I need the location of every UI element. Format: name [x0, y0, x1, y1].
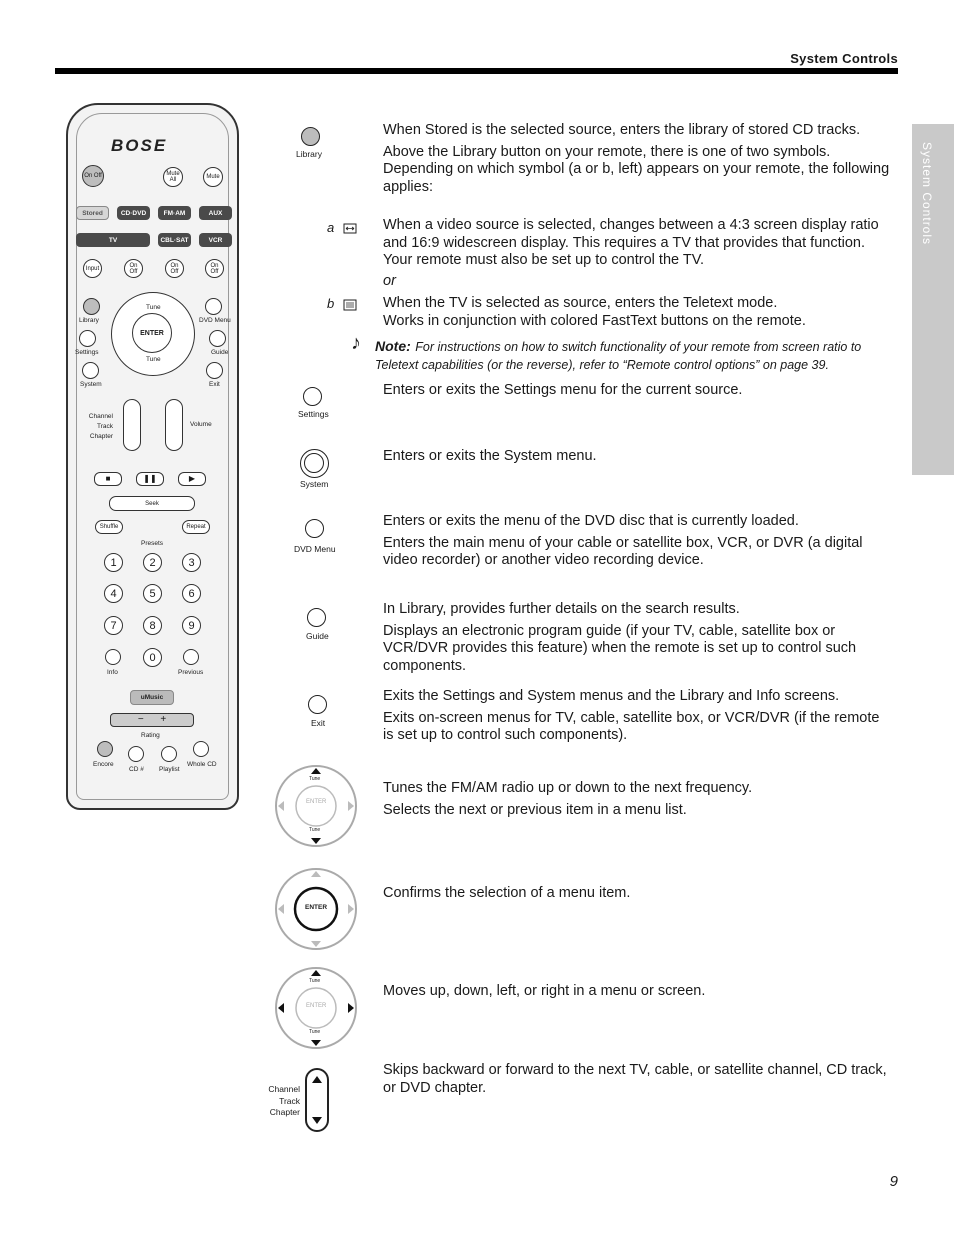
teletext-icon: [343, 299, 357, 311]
channel-icon-label: Channel Track Chapter: [268, 1084, 300, 1117]
encore-label: Encore: [93, 761, 114, 768]
digit-4-button[interactable]: 4: [104, 584, 123, 603]
presets-label: Presets: [141, 540, 164, 547]
side-tab: [912, 124, 954, 475]
mute-button[interactable]: Mute: [203, 167, 223, 187]
tune-pad-tune-down-label: Tune: [309, 827, 321, 833]
vcr-button[interactable]: VCR: [199, 233, 232, 247]
aspect-ratio-icon: [343, 223, 357, 234]
guide-text-2: Displays an electronic program guide (if your TV, cable, satellite box or VCR/DVR provides this feature) when the remote is set up to control such components.: [383, 622, 857, 674]
symbol-b-text-1: When the TV is selected as source, enters the Teletext mode.: [383, 295, 778, 311]
cd-number-button[interactable]: [128, 746, 144, 762]
tune-up-label: Tune: [146, 304, 161, 311]
tune-text-2: Selects the next or previous item in a menu list.: [383, 801, 687, 818]
page-number: 9: [889, 1173, 898, 1190]
navigate-pad-tune-up-label: Tune: [309, 978, 321, 984]
dvd-menu-text-1: Enters or exits the menu of the DVD disc that is currently loaded.: [383, 513, 799, 529]
seek-rocker[interactable]: [109, 496, 195, 511]
symbol-b-text-2: Works in conjunction with colored FastText buttons on the remote.: [383, 312, 806, 329]
dvd-menu-description: [383, 513, 893, 574]
previous-button[interactable]: [183, 649, 199, 665]
mute-all-button[interactable]: Mute All: [163, 167, 183, 187]
exit-text-1: Exits the Settings and System menus and the Library and Info screens.: [383, 688, 840, 704]
tune-pad-enter-label: ENTER: [306, 799, 327, 805]
cd-number-label: CD #: [129, 766, 144, 773]
on-off-cblsat-button[interactable]: On Off: [165, 259, 184, 278]
channel-label: Channel Track Chapter: [88, 413, 113, 440]
dvd-menu-label: DVD Menu: [199, 317, 231, 324]
digit-8-button[interactable]: 8: [143, 616, 162, 635]
settings-icon: [303, 387, 322, 406]
exit-icon-label: Exit: [311, 718, 326, 728]
fm-am-button[interactable]: FM·AM: [158, 206, 191, 220]
playlist-label: Playlist: [159, 766, 180, 773]
channel-rocker[interactable]: [123, 399, 141, 451]
note-label: Note:: [375, 338, 411, 354]
on-off-vcr-button[interactable]: On Off: [205, 259, 224, 278]
previous-label: Previous: [178, 669, 204, 676]
guide-text-1: In Library, provides further details on the search results.: [383, 601, 740, 617]
cbl-sat-button[interactable]: CBL·SAT: [158, 233, 191, 247]
volume-rocker[interactable]: [165, 399, 183, 451]
exit-label: Exit: [209, 381, 220, 388]
settings-icon-label: Settings: [298, 409, 329, 419]
library-button[interactable]: [83, 298, 100, 315]
library-text-2: Above the Library button on your remote, there is one of two symbols. Depending on which symbol (a or b, left) appears on your remote, the following applies:: [383, 143, 890, 195]
channel-text: Skips backward or forward to the next TV, cable, or satellite channel, CD track, or DVD chapter.: [383, 1062, 887, 1096]
dvd-menu-icon-label: DVD Menu: [294, 544, 336, 554]
guide-label: Guide: [211, 349, 229, 356]
symbol-a-text: When a video source is selected, changes between a 4:3 screen display ratio and 16:9 widescreen display. This requires a TV that provides that function. Your remote must also be set up to control the TV.: [383, 217, 879, 268]
seek-label: Seek: [145, 500, 159, 507]
guide-icon-label: Guide: [306, 631, 329, 641]
encore-button[interactable]: [97, 741, 113, 757]
rating-label: Rating: [141, 732, 160, 739]
settings-label: Settings: [75, 349, 99, 356]
on-off-tv-button[interactable]: On Off: [124, 259, 143, 278]
tv-button[interactable]: TV: [76, 233, 150, 247]
navigate-pad-enter-label: ENTER: [306, 1003, 327, 1009]
symbol-b-letter: b: [327, 296, 335, 311]
exit-description: [383, 688, 893, 749]
note-text: For instructions on how to switch functionality of your remote from screen ratio to Teletext capabilities (or the reverse), refer to “Remote control options” on page 39.: [375, 340, 862, 372]
guide-button[interactable]: [209, 330, 226, 347]
exit-text-2: Exits on-screen menus for TV, cable, satellite box, or VCR/DVR (if the remote is set up to control such components).: [383, 709, 880, 743]
library-icon: [301, 127, 320, 146]
play-button[interactable]: ▶: [178, 472, 206, 486]
settings-button[interactable]: [79, 330, 96, 347]
whole-cd-button[interactable]: [193, 741, 209, 757]
bose-logo: BOSE: [111, 136, 168, 155]
side-tab-label: System Controls: [920, 142, 934, 246]
navigate-pad-tune-down-label: Tune: [309, 1029, 321, 1035]
umusic-button[interactable]: uMusic: [130, 690, 174, 705]
section-title: System Controls: [790, 51, 898, 66]
digit-7-button[interactable]: 7: [104, 616, 123, 635]
whole-cd-label: Whole CD: [187, 761, 217, 768]
exit-icon: [308, 695, 327, 714]
symbol-b-description: [383, 295, 893, 330]
system-label: System: [80, 381, 102, 388]
digit-1-button[interactable]: 1: [104, 553, 123, 572]
digit-9-button[interactable]: 9: [182, 616, 201, 635]
digit-0-button[interactable]: 0: [143, 648, 162, 667]
digit-5-button[interactable]: 5: [143, 584, 162, 603]
library-label: Library: [79, 317, 99, 324]
note-icon: ♪: [351, 332, 361, 354]
digit-6-button[interactable]: 6: [182, 584, 201, 603]
enter-text: Confirms the selection of a menu item.: [383, 885, 631, 901]
shuffle-button[interactable]: Shuffle: [95, 520, 123, 534]
library-description: [383, 122, 893, 200]
tune-description: [383, 780, 893, 823]
library-text-1: When Stored is the selected source, enters the library of stored CD tracks.: [383, 122, 861, 138]
pause-button[interactable]: ❚❚: [136, 472, 164, 486]
enter-button[interactable]: ENTER: [132, 313, 172, 353]
digit-2-button[interactable]: 2: [143, 553, 162, 572]
input-button[interactable]: Input: [83, 259, 102, 278]
settings-text: Enters or exits the Settings menu for the current source.: [383, 382, 743, 398]
system-icon: [300, 449, 329, 478]
tune-text-1: Tunes the FM/AM radio up or down to the next frequency.: [383, 780, 753, 796]
info-button[interactable]: [105, 649, 121, 665]
dvd-menu-icon: [305, 519, 324, 538]
digit-3-button[interactable]: 3: [182, 553, 201, 572]
guide-icon: [307, 608, 326, 627]
volume-label: Volume: [190, 421, 212, 428]
on-off-button[interactable]: On Off: [82, 165, 104, 187]
channel-rocker-icon: [304, 1067, 330, 1133]
stored-button[interactable]: Stored: [76, 206, 109, 220]
exit-button[interactable]: [206, 362, 223, 379]
nav-pad[interactable]: [111, 292, 195, 376]
header-rule: [55, 68, 898, 74]
remote-illustration: [66, 103, 239, 810]
playlist-button[interactable]: [161, 746, 177, 762]
library-icon-label: Library: [296, 149, 322, 159]
guide-description: [383, 601, 893, 679]
repeat-button[interactable]: Repeat: [182, 520, 210, 534]
stop-button[interactable]: ■: [94, 472, 122, 486]
tune-pad-tune-up-label: Tune: [309, 776, 321, 782]
note-block: [351, 332, 895, 374]
system-button[interactable]: [82, 362, 99, 379]
system-icon-label: System: [300, 479, 329, 489]
dvd-menu-button[interactable]: [205, 298, 222, 315]
navigate-text: Moves up, down, left, or right in a menu or screen.: [383, 983, 706, 999]
info-label: Info: [107, 669, 118, 676]
symbol-a-letter: a: [327, 220, 335, 235]
aux-button[interactable]: AUX: [199, 206, 232, 220]
rating-rocker[interactable]: − +: [110, 713, 194, 727]
cd-dvd-button[interactable]: CD·DVD: [117, 206, 150, 220]
tune-down-label: Tune: [146, 356, 161, 363]
dvd-menu-text-2: Enters the main menu of your cable or satellite box, VCR, or DVR (a digital video recorder) or another video recording device.: [383, 534, 863, 568]
or-text: or: [383, 273, 396, 289]
enter-pad-label: ENTER: [305, 904, 328, 911]
system-text: Enters or exits the System menu.: [383, 448, 597, 464]
